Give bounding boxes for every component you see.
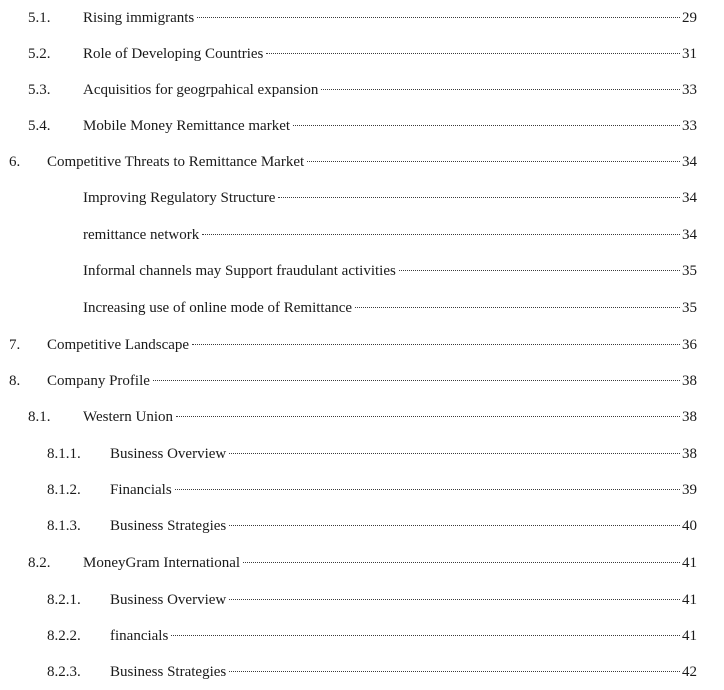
dot-leader — [192, 344, 680, 345]
toc-entry-number: 8.2.2. — [47, 628, 81, 644]
toc-entry-title: Mobile Money Remittance market — [83, 118, 291, 134]
toc-entry-page: 35 — [682, 263, 697, 279]
dot-leader — [293, 125, 680, 126]
toc-entry-page: 31 — [682, 46, 697, 62]
dot-leader — [243, 562, 680, 563]
dot-leader — [355, 307, 680, 308]
toc-entry[interactable] — [0, 43, 724, 65]
dot-leader — [176, 416, 680, 417]
toc-entry-page: 33 — [682, 118, 697, 134]
toc-entry[interactable] — [0, 115, 724, 137]
dot-leader — [399, 270, 680, 271]
toc-entry-page: 35 — [682, 300, 697, 316]
toc-entry-number: 5.2. — [28, 46, 51, 62]
toc-entry-number: 8.2.1. — [47, 592, 81, 608]
toc-entry[interactable] — [0, 260, 724, 282]
toc-entry[interactable] — [0, 79, 724, 101]
toc-entry[interactable] — [0, 406, 724, 428]
toc-entry-title: Competitive Landscape — [47, 337, 190, 353]
dot-leader — [197, 17, 680, 18]
toc-entry-page: 41 — [682, 555, 697, 571]
dot-leader — [266, 53, 680, 54]
toc-entry-title: Informal channels may Support fraudulant activities — [83, 263, 396, 279]
toc-entry-page: 40 — [682, 518, 697, 534]
dot-leader — [229, 453, 680, 454]
toc-entry-number: 8.1.1. — [47, 446, 81, 462]
toc-entry-title: financials — [110, 628, 169, 644]
toc-entry[interactable] — [0, 370, 724, 392]
toc-entry-title: MoneyGram International — [83, 555, 241, 571]
toc-entry-number: 8.2.3. — [47, 664, 81, 680]
toc-entry[interactable] — [0, 625, 724, 647]
dot-leader — [175, 489, 680, 490]
toc-entry-title: Western Union — [83, 409, 174, 425]
dot-leader — [153, 380, 680, 381]
toc-entry-page: 29 — [682, 10, 697, 26]
toc-entry-page: 38 — [682, 373, 697, 389]
toc-entry-number: 8.2. — [28, 555, 51, 571]
toc-entry-page: 34 — [682, 227, 697, 243]
toc-entry[interactable] — [0, 151, 724, 173]
toc-entry[interactable] — [0, 297, 724, 319]
dot-leader — [229, 671, 680, 672]
dot-leader — [171, 635, 680, 636]
toc-entry-page: 41 — [682, 628, 697, 644]
toc-entry[interactable] — [0, 515, 724, 537]
toc-entry-page: 38 — [682, 446, 697, 462]
dot-leader — [278, 197, 680, 198]
toc-entry-number: 8. — [9, 373, 21, 389]
dot-leader — [307, 161, 680, 162]
toc-entry-title: Competitive Threats to Remittance Market — [47, 154, 305, 170]
toc-entry-page: 34 — [682, 190, 697, 206]
toc-entry-title: Business Strategies — [110, 664, 227, 680]
toc-entry[interactable] — [0, 479, 724, 501]
toc-entry-number: 8.1.3. — [47, 518, 81, 534]
toc-entry-title: Increasing use of online mode of Remittance — [83, 300, 353, 316]
toc-entry-title: Acquisitios for geogrpahical expansion — [83, 82, 319, 98]
toc-entry-page: 42 — [682, 664, 697, 680]
dot-leader — [321, 89, 680, 90]
toc-entry[interactable] — [0, 661, 724, 683]
toc-entry-title: Business Overview — [110, 446, 227, 462]
toc-entry-number: 5.3. — [28, 82, 51, 98]
dot-leader — [229, 599, 680, 600]
toc-entry-title: Rising immigrants — [83, 10, 195, 26]
toc-entry-number: 6. — [9, 154, 21, 170]
toc-entry-page: 41 — [682, 592, 697, 608]
toc-entry-title: Company Profile — [47, 373, 150, 389]
toc-entry-number: 8.1. — [28, 409, 51, 425]
toc-entry-page: 36 — [682, 337, 697, 353]
dot-leader — [202, 234, 680, 235]
toc-entry-title: remittance network — [83, 227, 200, 243]
dot-leader — [229, 525, 680, 526]
toc-entry[interactable] — [0, 443, 724, 465]
toc-entry-title: Improving Regulatory Structure — [83, 190, 276, 206]
toc-entry[interactable] — [0, 334, 724, 356]
toc-entry[interactable] — [0, 187, 724, 209]
toc-entry-page: 34 — [682, 154, 697, 170]
toc-entry-number: 5.4. — [28, 118, 51, 134]
toc-entry-title: Business Strategies — [110, 518, 227, 534]
toc-entry-title: Role of Developing Countries — [83, 46, 264, 62]
toc-entry[interactable] — [0, 552, 724, 574]
toc-entry-page: 33 — [682, 82, 697, 98]
toc-entry-page: 38 — [682, 409, 697, 425]
toc-entry-number: 7. — [9, 337, 21, 353]
toc-entry[interactable] — [0, 589, 724, 611]
toc-entry-number: 8.1.2. — [47, 482, 81, 498]
toc-entry-page: 39 — [682, 482, 697, 498]
toc-entry-number: 5.1. — [28, 10, 51, 26]
toc-entry[interactable] — [0, 7, 724, 29]
toc-entry-title: Financials — [110, 482, 172, 498]
toc-entry[interactable] — [0, 224, 724, 246]
toc-entry-title: Business Overview — [110, 592, 227, 608]
